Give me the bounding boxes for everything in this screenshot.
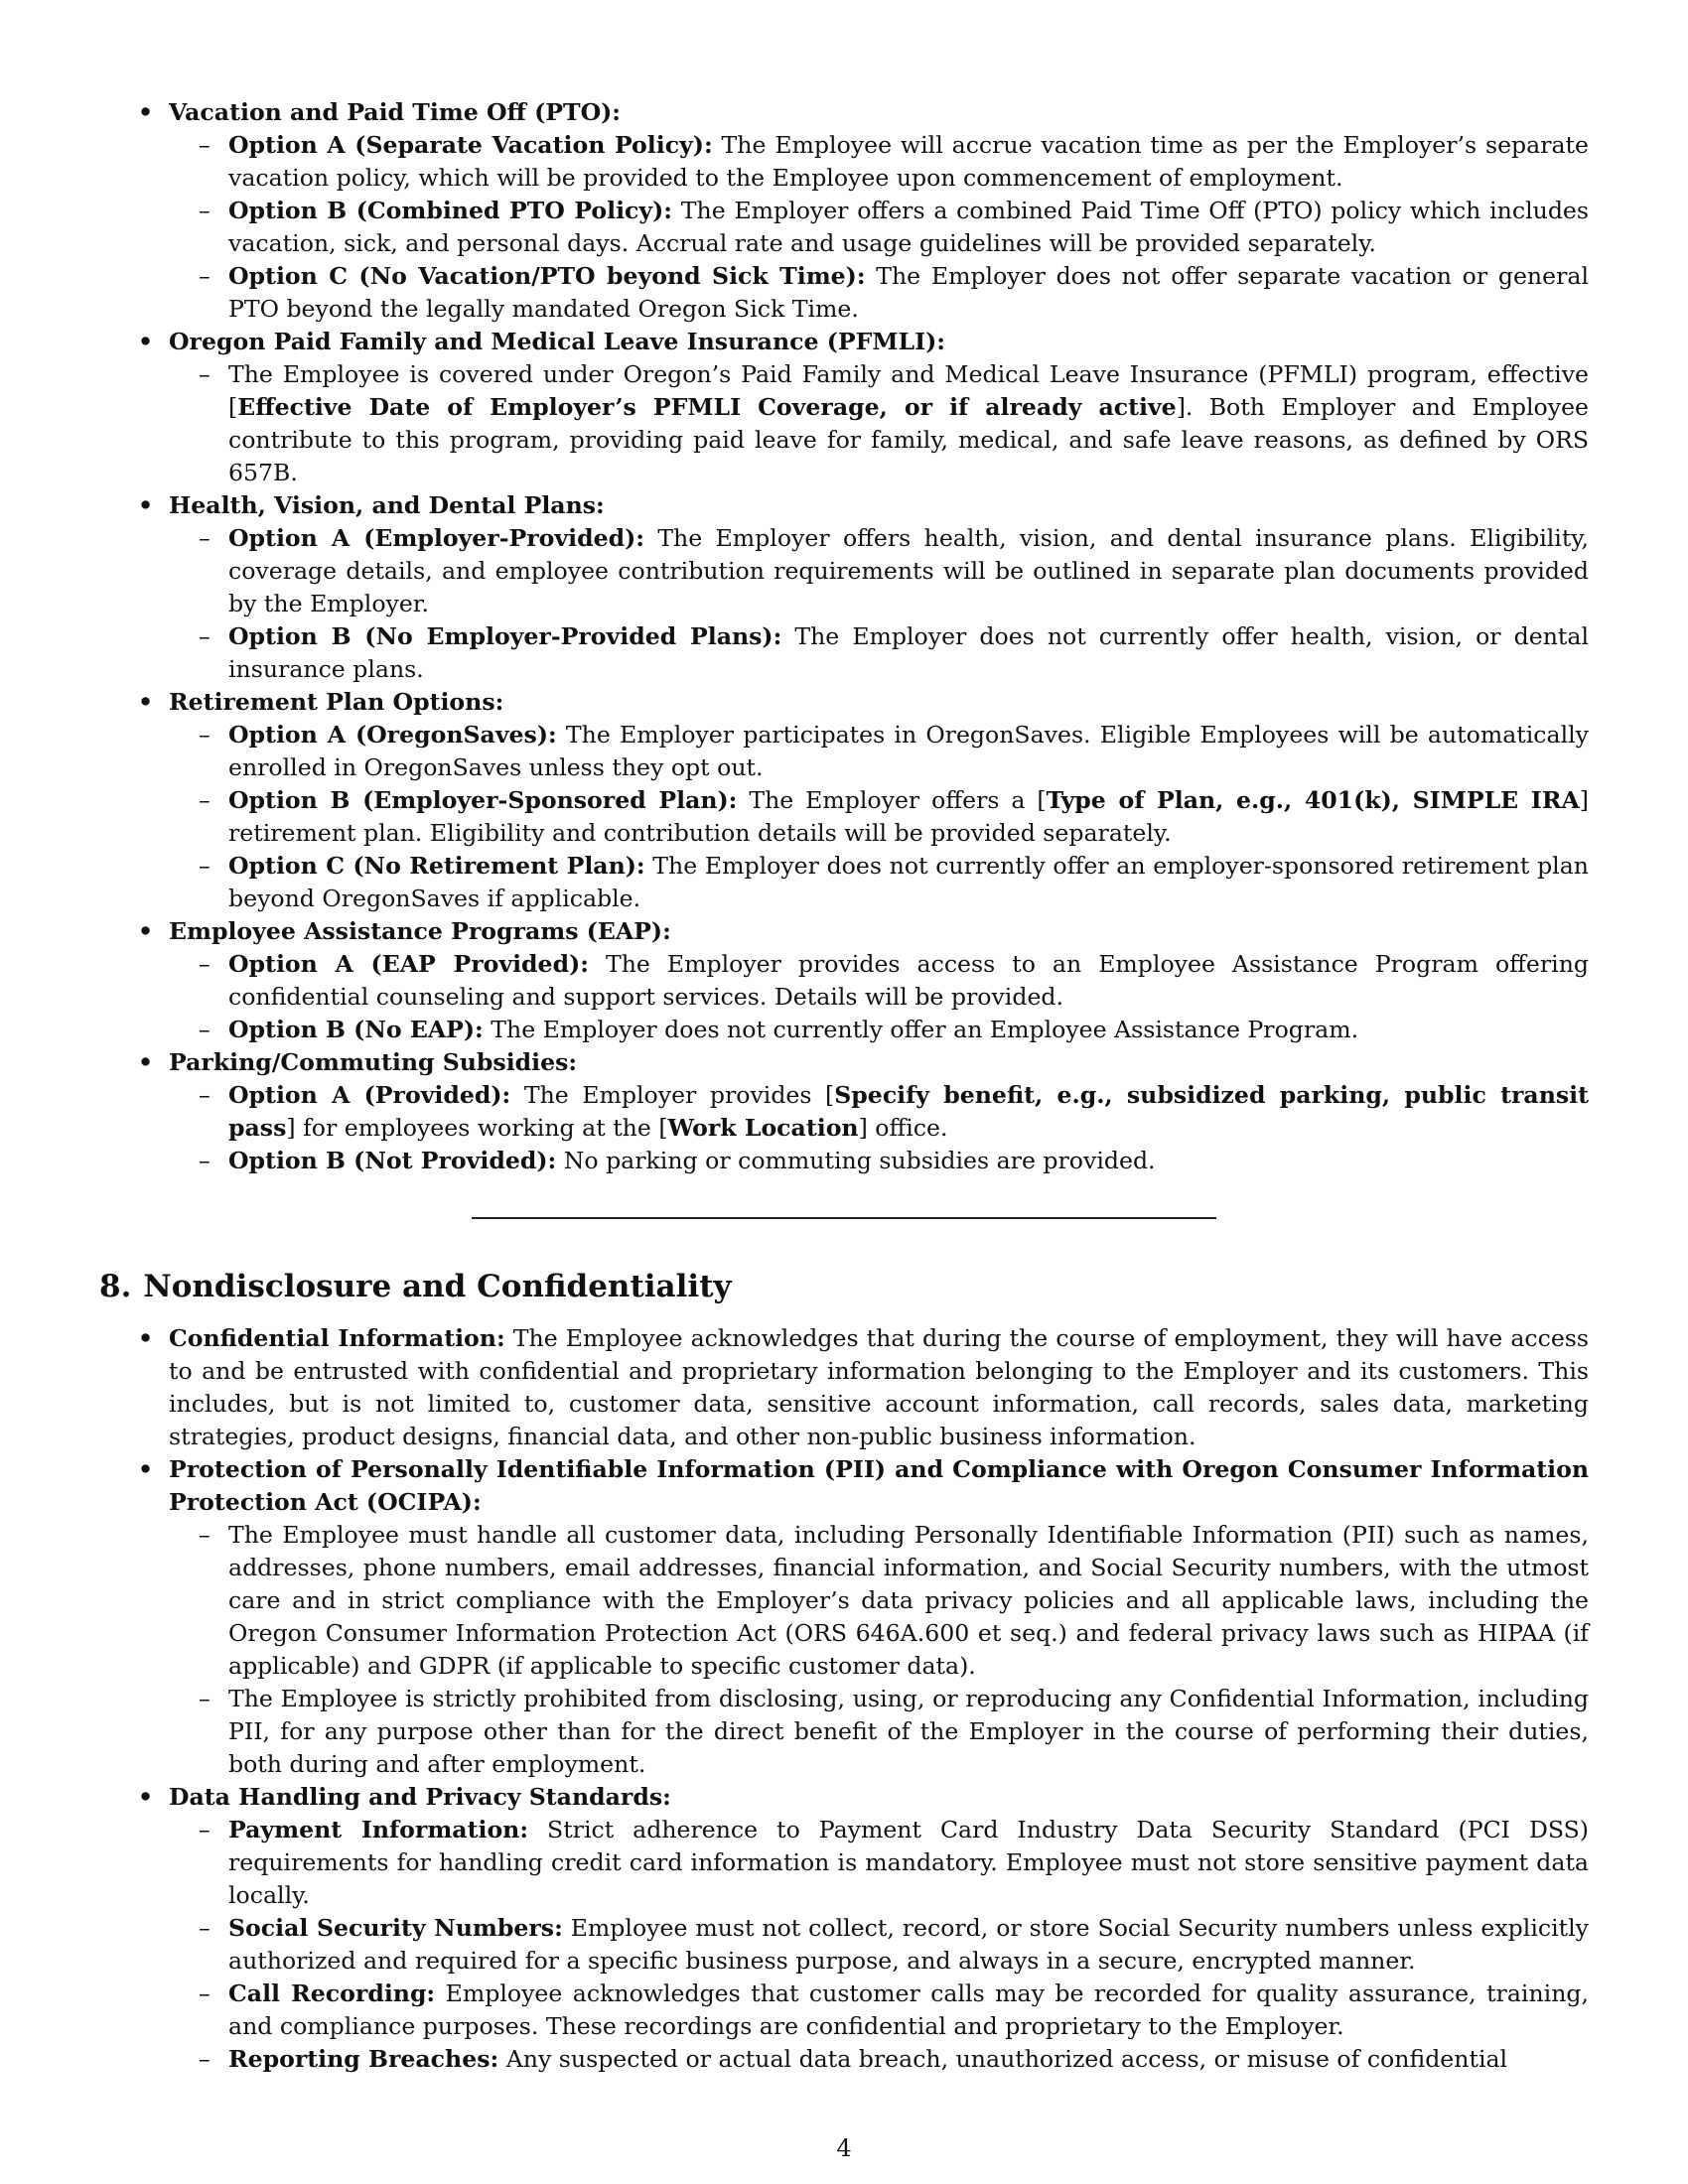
sub-item: – Option A (EAP Provided): The Employer provides access to an Employee Assistance Program offering confidential counseling and support services. Details will be provided. xyxy=(199,950,1590,1011)
sub-item: – Option B (Combined PTO Policy): The Employer offers a combined Paid Time Off (PTO) policy which includes vacation, sick, and personal days. Accrual rate and usage guidelines will be provided separately. xyxy=(199,197,1589,257)
sub-item: – Option A (OregonSaves): The Employer participates in OregonSaves. Eligible Employees will be automatically enrolled in OregonSaves unless they opt out. xyxy=(199,721,1589,781)
item-title: Retirement Plan Options: xyxy=(169,688,504,716)
list-item-pfmli xyxy=(99,326,1589,489)
item-title: Parking/Commuting Subsidies: xyxy=(169,1048,578,1076)
benefits-list xyxy=(99,96,1589,1177)
sub-item: – Social Security Numbers: Employee must not collect, record, or store Social Security numbers unless explicitly authorized and required for a specific business purpose, and always in a secure, encrypted manner. xyxy=(199,1914,1589,1975)
bullet: • xyxy=(138,1048,154,1076)
confidentiality-list xyxy=(99,1322,1589,2076)
section-heading: 8. Nondisclosure and Confidentiality xyxy=(99,1269,732,1304)
bullet: • xyxy=(138,1324,154,1352)
sub-item: – Option A (Provided): The Employer provides [Specify benefit, e.g., subsidized parking, public transit pass] for employees working at the [Work Location] office. xyxy=(199,1081,1589,1142)
item-title: Oregon Paid Family and Medical Leave Insurance (PFMLI): xyxy=(169,328,945,355)
bullet: • xyxy=(138,917,154,945)
placeholder-field: Specify benefit, e.g., subsidized parking, public transit pass xyxy=(228,1081,1589,1142)
bullet: • xyxy=(138,688,154,716)
sub-item: – Option B (No EAP): The Employer does not currently offer an Employee Assistance Program. xyxy=(199,1016,1359,1043)
list-item-retirement xyxy=(99,686,1589,915)
sub-item: – Option B (Employer-Sponsored Plan): The Employer offers a [Type of Plan, e.g., 401(k), SIMPLE IRA] retirement plan. Eligibility and contribution details will be provided separately. xyxy=(199,786,1589,847)
list-item-health xyxy=(99,489,1589,686)
list-item-vacation xyxy=(99,96,1589,326)
sub-item: – Option C (No Vacation/PTO beyond Sick Time): The Employer does not offer separate vacation or general PTO beyond the legally mandated Oregon Sick Time. xyxy=(199,262,1589,323)
horizontal-divider xyxy=(472,1217,1216,1219)
sub-item: – Payment Information: Strict adherence to Payment Card Industry Data Security Standard (PCI DSS) requirements for handling credit card information is mandatory. Employee must not store sensitive payment data locally. xyxy=(199,1816,1589,1909)
item-title: Data Handling and Privacy Standards: xyxy=(169,1783,671,1811)
sub-item: – Call Recording: Employee acknowledges that customer calls may be recorded for quality assurance, training, and compliance purposes. These recordings are confidential and proprietary to the Employer. xyxy=(199,1979,1589,2040)
sub-item: – Option B (Not Provided): No parking or commuting subsidies are provided. xyxy=(199,1147,1156,1174)
bullet: • xyxy=(138,1455,154,1483)
list-item-parking xyxy=(99,1046,1589,1177)
list-item-confidential-info: • Confidential Information: The Employee acknowledges that during the course of employment, they will have access to and be entrusted with confidential and proprietary information belonging to the Employer and its customers. This includes, but is not limited to, customer data, sensitive account information, call records, sales data, marketing strategies, product designs, financial data, and other non-public business information. xyxy=(138,1324,1590,1450)
bullet: • xyxy=(138,1783,154,1811)
bullet: • xyxy=(138,98,154,126)
placeholder-field: Effective Date of Employer’s PFMLI Coverage, or if already active xyxy=(237,393,1177,421)
sub-item: – Reporting Breaches: Any suspected or actual data breach, unauthorized access, or misuse of confidential xyxy=(199,2045,1508,2073)
item-title: Protection of Personally Identifiable Information (PII) and Compliance with Oregon Consumer Information Protection Act (OCIPA): xyxy=(169,1455,1589,1516)
item-title: Health, Vision, and Dental Plans: xyxy=(169,491,605,519)
sub-item: – Option C (No Retirement Plan): The Employer does not currently offer an employer-sponsored retirement plan beyond OregonSaves if applicable. xyxy=(199,852,1589,912)
document-page xyxy=(99,96,1589,2076)
sub-item: – The Employee is strictly prohibited from disclosing, using, or reproducing any Confidential Information, including PII, for any purpose other than for the direct benefit of the Employer in the course of performing their duties, both during and after employment. xyxy=(199,1685,1589,1778)
sub-item: – Option A (Employer-Provided): The Employer offers health, vision, and dental insurance plans. Eligibility, coverage details, and employee contribution requirements will be outlined in separate plan documents provided by the Employer. xyxy=(199,524,1590,617)
item-title: Vacation and Paid Time Off (PTO): xyxy=(169,98,621,126)
sub-item: – Option B (No Employer-Provided Plans): The Employer does not currently offer health, vision, or dental insurance plans. xyxy=(199,622,1589,683)
list-item-eap xyxy=(99,915,1589,1046)
sub-item: – Option A (Separate Vacation Policy): The Employee will accrue vacation time as per the Employer’s separate vacation policy, which will be provided to the Employee upon commencement of employment. xyxy=(199,131,1590,192)
page-number: 4 xyxy=(836,2134,852,2162)
placeholder-field: Work Location xyxy=(667,1114,859,1142)
sub-item: – The Employee is covered under Oregon’s Paid Family and Medical Leave Insurance (PFMLI) program, effective [Effective Date of Employer’s PFMLI Coverage, or if already active]. Both Employer and Employee contribute to this program, providing paid leave for family, medical, and safe leave reasons, as defined by ORS 657B. xyxy=(199,360,1589,486)
bullet: • xyxy=(138,328,154,355)
placeholder-field: Type of Plan, e.g., 401(k), SIMPLE IRA xyxy=(1046,786,1580,814)
item-title: Employee Assistance Programs (EAP): xyxy=(169,917,671,945)
bullet: • xyxy=(138,491,154,519)
list-item-pii xyxy=(99,1453,1589,1781)
sub-item: – The Employee must handle all customer data, including Personally Identifiable Information (PII) such as names, addresses, phone numbers, email addresses, financial information, and Social Security numbers, with the utmost care and in strict compliance with the Employer’s data privacy policies and all applicable laws, including the Oregon Consumer Information Protection Act (ORS 646A.600 et seq.) and federal privacy laws such as HIPAA (if applicable) and GDPR (if applicable to specific customer data). xyxy=(199,1521,1589,1680)
list-item-data-handling xyxy=(99,1781,1589,2076)
